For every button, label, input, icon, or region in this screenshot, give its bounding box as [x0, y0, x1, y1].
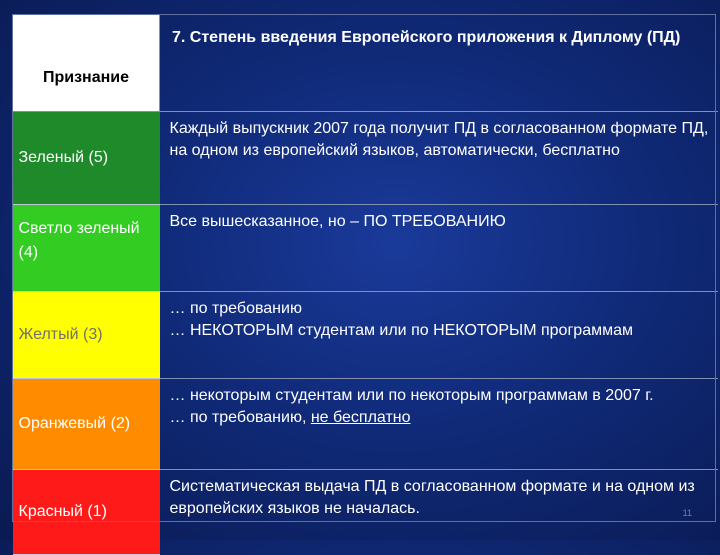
level-description [160, 379, 719, 470]
header-recognition [13, 15, 160, 112]
level-label-light-green: Светло зеленый (4) [13, 205, 160, 292]
description-line [170, 407, 713, 429]
level-label-green: Зеленый (5) [13, 112, 160, 205]
level-description: Каждый выпускник 2007 года получит ПД в согласованном формате ПД, на одном из европейский языков, автоматически, бесплатно [169, 120, 709, 159]
underlined-text: не бесплатно [310, 409, 411, 426]
table-row [13, 470, 719, 555]
description-prefix: … по требованию, [169, 409, 311, 426]
level-label-yellow: Желтый (3) [13, 292, 160, 379]
table-row [13, 205, 719, 292]
level-label-orange: Оранжевый (2) [13, 379, 160, 470]
table-row [13, 292, 719, 379]
header-title: 7. Степень введения Европейского приложения к Диплому (ПД) [160, 15, 719, 112]
description-line: … некоторым студентам или по некоторым программам в 2007 г. [169, 387, 654, 404]
recognition-table [12, 14, 718, 555]
page-number: 11 [682, 508, 692, 518]
level-description: Все вышесказанное, но – ПО ТРЕБОВАНИЮ [160, 205, 719, 292]
level-label-red: Красный (1) [13, 470, 160, 555]
level-description: Систематическая выдача ПД в согласованном формате и на одном из европейских языков не началась. [160, 470, 719, 555]
header-row [13, 15, 719, 112]
header-recognition-label: Признание [42, 69, 130, 86]
table-row [13, 112, 719, 205]
table-row [13, 379, 719, 470]
description-line: … НЕКОТОРЫМ студентам или по НЕКОТОРЫМ программам [169, 322, 633, 339]
level-description [160, 292, 719, 379]
description-line: … по требованию [169, 300, 302, 317]
